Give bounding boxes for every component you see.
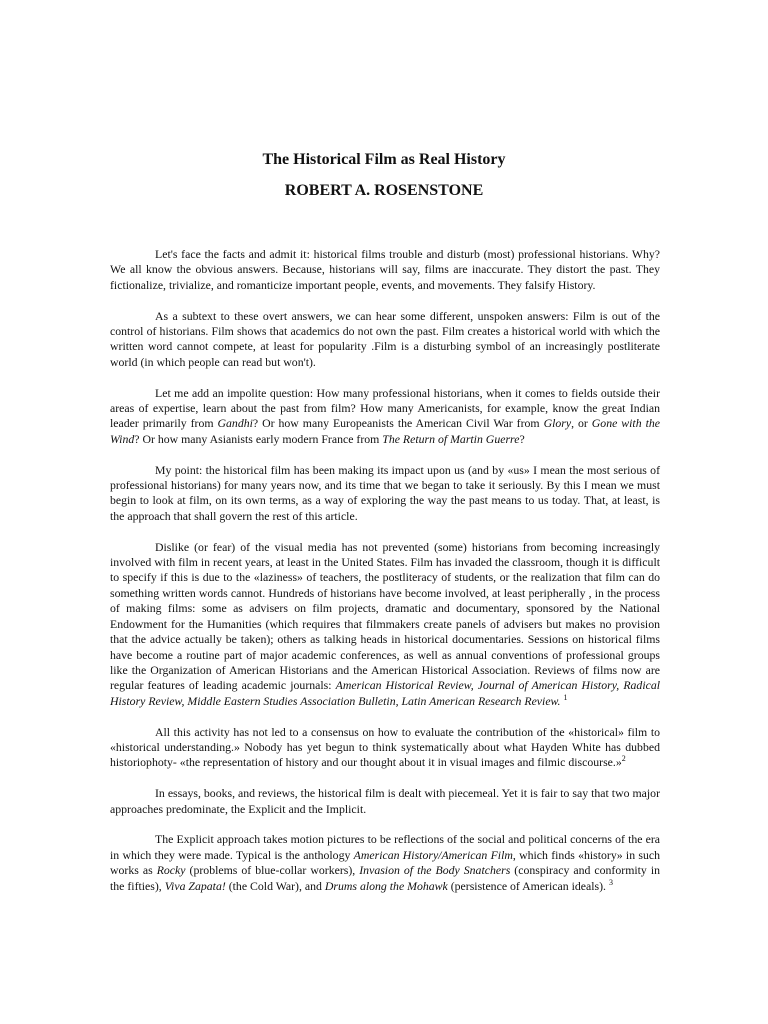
paragraph-3 bbox=[110, 386, 660, 448]
text-run: Let me add an impolite question: How many professional historians, when it comes to fields outside their areas of expertise, learn about the past from film? How many Americanists, for example, know the great Indian leader primarily from bbox=[110, 385, 660, 431]
paragraph-2 bbox=[110, 309, 660, 371]
text-run: My point: the historical film has been making its impact upon us (and by «us» I mean the most serious of professional historians) for many years now, and its time that we began to take it seriously. By this I mean we must begin to look at film, on its own terms, as a way of exploring the way the past means to us today. That, at least, is the approach that shall govern the rest of this article. bbox=[110, 462, 660, 523]
text-run: (problems of blue-collar workers), bbox=[185, 863, 360, 878]
article-author: ROBERT A. ROSENSTONE bbox=[284, 182, 484, 199]
footnote-ref: 2 bbox=[621, 754, 626, 764]
italic-title: The Return of Martin Guerre bbox=[382, 431, 520, 446]
article-body bbox=[110, 247, 660, 909]
text-run: ? Or how many Europeanists the American Civil War from bbox=[252, 416, 544, 431]
text-run: Dislike (or fear) of the visual media has not prevented (some) historians from becoming increasingly involved with film in recent years, at least in the United States. Film has invaded the classroom, though it is difficult to specify if this is due to the «laziness» of teachers, the postliteracy of students, or the realization that film can do something written words cannot. Hundreds of historians have become involved, at least peripherally , in the process of making films: some as advisers on film projects, dramatic and documentary, sponsored by the National Endowment for the Humanities (which requires that filmmakers create panels of advisers but makes no provision that the advice actually be taken); others as talking heads in historical documentaries. Sessions on historical films have become a routine part of major academic conferences, as well as annual conventions of professional groups like the Organization of American Historians and the American Historical Association. Reviews of films now are regular features of leading academic journals: bbox=[110, 539, 660, 693]
italic-title: American Historical Review, Journal of American History, Radical History Review, Middle Eastern Studies Association Bulletin, Latin American Research Review. bbox=[110, 678, 661, 708]
text-run: , which finds «history» in such works as bbox=[110, 847, 660, 878]
italic-title: American History/American Film bbox=[353, 847, 513, 862]
paragraph-5 bbox=[110, 540, 660, 709]
text-run: (persistence of American ideals). bbox=[447, 878, 609, 893]
text-run: (conspiracy and conformity in the fifties), bbox=[110, 863, 661, 893]
italic-title: Rocky bbox=[156, 863, 186, 878]
text-run: In essays, books, and reviews, the historical film is dealt with piecemeal. Yet it is fair to say that two major approaches predominate, the Explicit and the Implicit. bbox=[110, 786, 660, 816]
paragraph-7 bbox=[110, 786, 660, 817]
text-run: The Explicit approach takes motion pictures to be reflections of the social and political concerns of the era in which they were made. Typical is the anthology bbox=[110, 832, 660, 862]
article-title: The Historical Film as Real History bbox=[262, 151, 506, 168]
italic-title: Gone with the Wind bbox=[110, 416, 660, 446]
italic-title: Viva Zapata! bbox=[164, 878, 226, 893]
paragraph-4 bbox=[110, 463, 660, 525]
footnote-ref: 3 bbox=[608, 877, 613, 887]
text-run: ? Or how many Asianists early modern France from bbox=[134, 431, 383, 446]
italic-title: Glory bbox=[543, 416, 572, 431]
footnote-ref: 1 bbox=[563, 692, 568, 702]
paragraph-6 bbox=[110, 725, 660, 771]
text-run: As a subtext to these overt answers, we can hear some different, unspoken answers: Film is out of the control of historians. Film shows that academics do not own the past. Film creates a historical world with which the written word cannot compete, at least for popularity .Film is a disturbing symbol of an increasingly postliterate world (in which people can read but won't). bbox=[110, 308, 660, 369]
italic-title: Invasion of the Body Snatchers bbox=[359, 863, 511, 878]
italic-title: Drums along the Mohawk bbox=[324, 878, 448, 893]
italic-title: Gandhi bbox=[217, 416, 253, 431]
text-run: ? bbox=[519, 431, 525, 446]
paragraph-8 bbox=[110, 832, 660, 894]
text-run: (the Cold War), and bbox=[225, 878, 325, 893]
text-run: All this activity has not led to a consensus on how to evaluate the contribution of the «historical» film to «historical understanding.» Nobody has yet begun to think systematically about what Hayden White has dubbed historiophoty- «the representation of history and our thought about it in visual images and filmic discourse.» bbox=[110, 724, 660, 770]
text-run: , or bbox=[571, 416, 592, 431]
text-run: Let's face the facts and admit it: historical films trouble and disturb (most) professional historians. Why? We all know the obvious answers. Because, historians will say, films are inaccurate. They distort the past. They fictionalize, trivialize, and romanticize important people, events, and movements. They falsify History. bbox=[110, 247, 660, 292]
paragraph-1 bbox=[110, 247, 660, 293]
